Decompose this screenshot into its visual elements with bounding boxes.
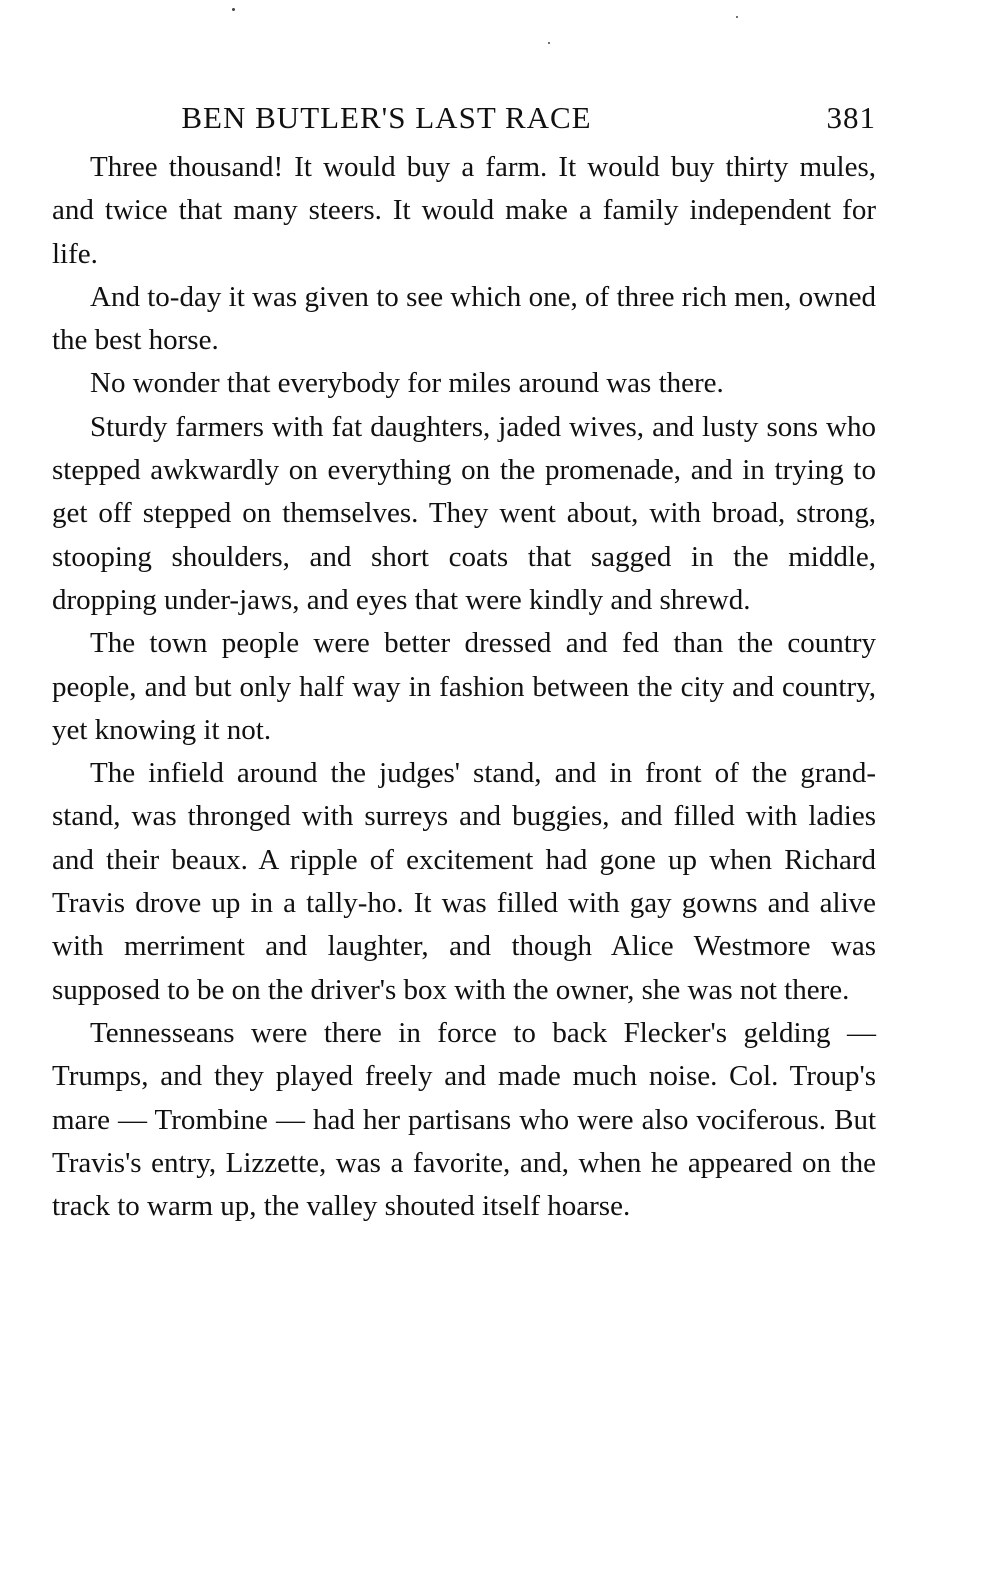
paragraph: The town people were better dressed and fed than the country people, and but only half way in fashion between the city and country, yet knowing it not. — [52, 627, 876, 746]
book-page — [52, 100, 876, 1228]
speck — [736, 16, 738, 18]
speck — [232, 8, 235, 11]
running-head — [52, 100, 876, 146]
running-title: BEN BUTLER'S LAST RACE — [181, 100, 592, 135]
paragraph: Sturdy farmers with fat daughters, jaded wives, and lusty sons who stepped awkwardly on everything on the promenade, and in trying to get off stepped on themselves. They went about, with broad, strong, stooping shoulders, and short coats that sagged in the middle, dropping under-jaws, and eyes that were kindly and shrewd. — [52, 410, 876, 616]
paragraph: The infield around the judges' stand, and in front of the grand-stand, was thronged with surreys and buggies, and filled with ladies and their beaux. A ripple of excitement had gone up when Richard Travis drove up in a tally-ho. It was filled with gay gowns and alive with merriment and laughter, and though Alice Westmore was supposed to be on the driver's box with the owner, she was not there. — [52, 757, 876, 1006]
body-text — [52, 146, 876, 1228]
speck — [548, 42, 550, 44]
paragraph: Three thousand! It would buy a farm. It would buy thirty mules, and twice that many steers. It would make a family independent for life. — [52, 151, 876, 270]
page-number: 381 — [826, 100, 876, 135]
paragraph: Tennesseans were there in force to back Flecker's gelding — Trumps, and they played freely and made much noise. Col. Troup's mare — Trombine — had her partisans who were also vociferous. But Travis's entry, Lizzette, was a favorite, and, when he appeared on the track to warm up, the valley shouted itself hoarse. — [52, 1016, 876, 1223]
paragraph: And to-day it was given to see which one, of three rich men, owned the best horse. — [52, 280, 876, 357]
paragraph: No wonder that everybody for miles around was there. — [90, 367, 724, 400]
